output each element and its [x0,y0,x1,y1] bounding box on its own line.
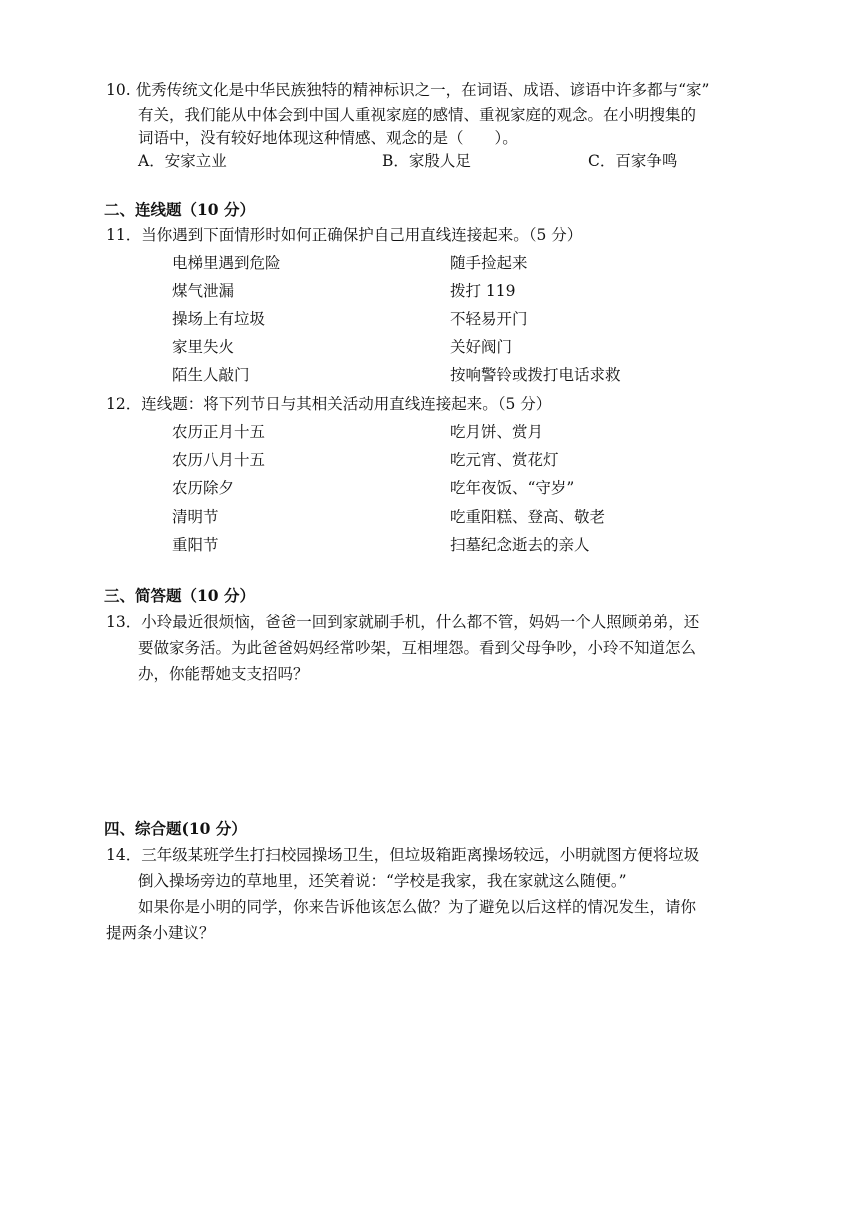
q12-left-4: 清明节 [172,508,219,526]
section2-heading: 二、连线题（10 分） [104,200,255,219]
q11-right-3: 不轻易开门 [450,310,528,328]
q14-line-3: 如果你是小明的同学，你来告诉他该怎么做？为了避免以后这样的情况发生，请你 [138,898,697,916]
q10-line-1: 10. 优秀传统文化是中华民族独特的精神标识之一，在词语、成语、谚语中许多都与“家” [106,81,710,99]
q12-left-2: 农历八月十五 [172,451,266,469]
q12-stem: 12．连线题：将下列节日与其相关活动用直线连接起来。（5 分） [106,395,552,413]
q12-left-3: 农历除夕 [172,479,235,497]
q12-right-5: 扫墓纪念逝去的亲人 [450,536,590,554]
q10-option-b: B．家殷人足 [382,152,471,170]
q11-right-2: 拨打 119 [450,282,516,300]
q11-left-4: 家里失火 [172,338,235,356]
q10-option-c: C．百家争鸣 [588,152,678,170]
q10-line-2: 有关，我们能从中体会到中国人重视家庭的感情、重视家庭的观念。在小明搜集的 [138,106,697,124]
q11-left-1: 电梯里遇到危险 [172,254,281,272]
q12-left-5: 重阳节 [172,536,219,554]
q10-option-a: A．安家立业 [138,152,227,170]
q11-stem: 11．当你遇到下面情形时如何正确保护自己用直线连接起来。（5 分） [106,226,583,244]
section4-heading: 四、综合题(10 分） [104,819,247,838]
q11-left-3: 操场上有垃圾 [172,310,266,328]
q14-line-2: 倒入操场旁边的草地里，还笑着说：“学校是我家，我在家就这么随便。” [138,872,627,890]
q12-right-3: 吃年夜饭、“守岁” [450,479,575,497]
q12-left-1: 农历正月十五 [172,423,266,441]
q12-right-2: 吃元宵、赏花灯 [450,451,559,469]
q11-left-5: 陌生人敲门 [172,366,250,384]
q11-right-4: 关好阀门 [450,338,513,356]
q14-line-1: 14．三年级某班学生打扫校园操场卫生，但垃圾箱距离操场较远，小明就图方便将垃圾 [106,846,700,864]
q11-right-5: 按响警铃或拨打电话求救 [450,366,621,384]
q11-right-1: 随手捡起来 [450,254,528,272]
q13-line-2: 要做家务活。为此爸爸妈妈经常吵架，互相埋怨。看到父母争吵，小玲不知道怎么 [138,639,697,657]
q12-right-4: 吃重阳糕、登高、敬老 [450,508,606,526]
q12-right-1: 吃月饼、赏月 [450,423,544,441]
q13-line-3: 办，你能帮她支支招吗？ [138,665,309,683]
q14-line-4: 提两条小建议？ [106,924,215,942]
q11-left-2: 煤气泄漏 [172,282,235,300]
section3-heading: 三、简答题（10 分） [104,586,255,605]
q10-line-3: 词语中，没有较好地体现这种情感、观念的是（ ）。 [138,129,518,147]
q13-line-1: 13．小玲最近很烦恼，爸爸一回到家就刷手机，什么都不管，妈妈一个人照顾弟弟，还 [106,613,700,631]
